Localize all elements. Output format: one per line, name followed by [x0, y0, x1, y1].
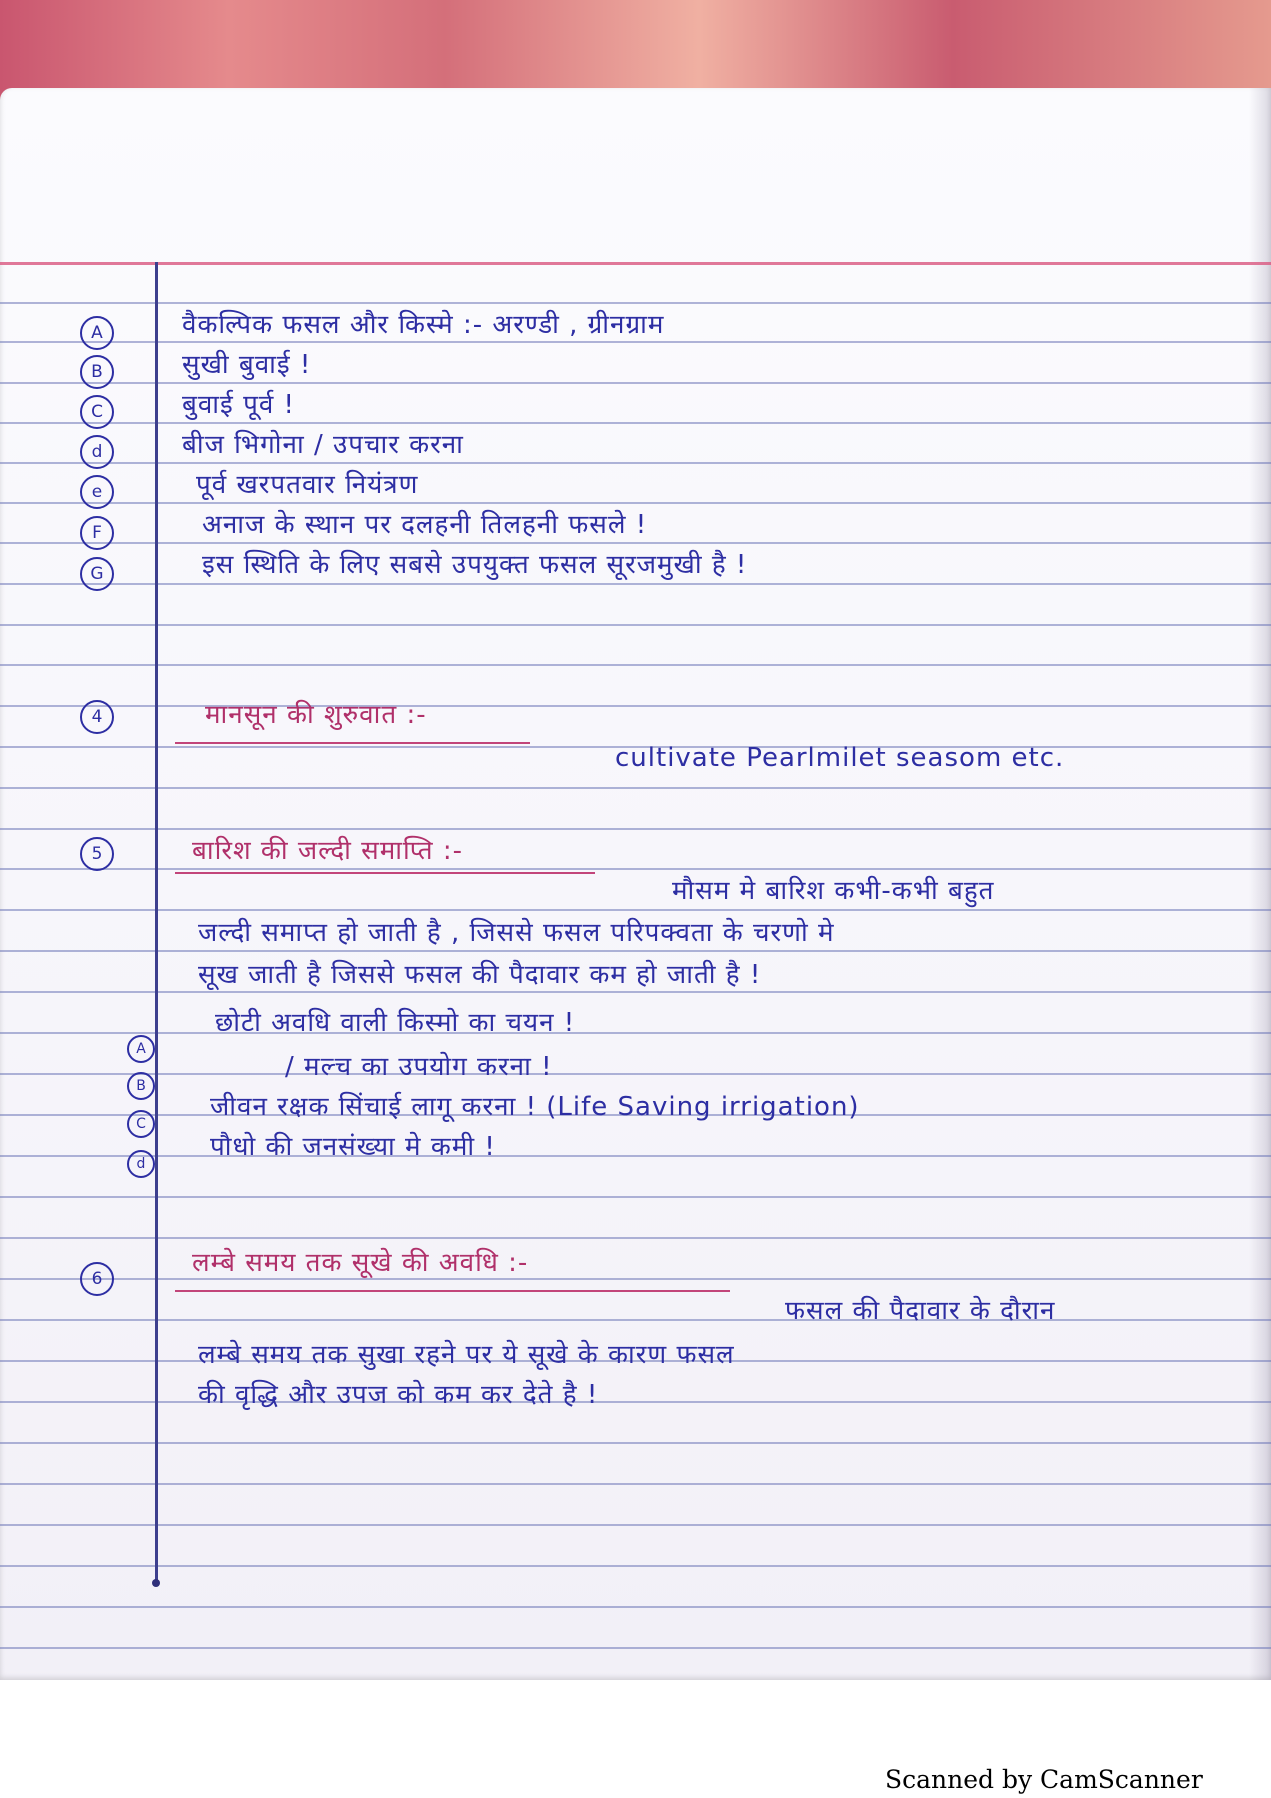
- ruled-line: [0, 502, 1271, 504]
- paragraph-line: की वृद्धि और उपज को कम कर देते है !: [198, 1380, 599, 1410]
- section-number: 6: [80, 1262, 114, 1296]
- list-label: e: [80, 475, 114, 509]
- ruled-line: [0, 991, 1271, 993]
- paragraph-line: जल्दी समाप्त हो जाती है , जिससे फसल परिपक्वता के चरणो मे: [198, 918, 835, 948]
- heading-underline: [175, 1290, 730, 1292]
- ruled-line: [0, 705, 1271, 707]
- ruled-line: [0, 382, 1271, 384]
- ruled-line: [0, 1278, 1271, 1280]
- list-label: B: [80, 355, 114, 389]
- list-item: पौधो की जनसंख्या मे कमी !: [210, 1132, 496, 1162]
- ruled-line: [0, 1565, 1271, 1567]
- ruled-line: [0, 624, 1271, 626]
- ruled-line: [0, 664, 1271, 666]
- ruled-line: [0, 462, 1271, 464]
- ruled-line: [0, 1606, 1271, 1608]
- ruled-line: [0, 868, 1271, 870]
- ruled-line: [0, 583, 1271, 585]
- ruled-line: [0, 302, 1271, 304]
- list-item: अनाज के स्थान पर दलहनी तिलहनी फसले !: [202, 510, 648, 540]
- scanner-watermark: Scanned by CamScanner: [885, 1765, 1203, 1794]
- list-label: d: [127, 1150, 155, 1178]
- ruled-line: [0, 1442, 1271, 1444]
- ruled-line: [0, 1196, 1271, 1198]
- paragraph-line: मौसम मे बारिश कभी-कभी बहुत: [672, 876, 995, 906]
- list-label: C: [127, 1110, 155, 1138]
- ruled-line: [0, 341, 1271, 343]
- list-item: बुवाई पूर्व !: [182, 390, 295, 420]
- section-number: 5: [80, 837, 114, 871]
- list-item: पूर्व खरपतवार नियंत्रण: [196, 470, 419, 500]
- list-item: वैकल्पिक फसल और किस्मे :- अरण्डी , ग्रीनग्राम: [182, 310, 665, 340]
- list-label: C: [80, 395, 114, 429]
- ruled-line: [0, 1155, 1271, 1157]
- ruled-line: [0, 787, 1271, 789]
- list-item: सुखी बुवाई !: [182, 350, 312, 380]
- list-label: G: [80, 557, 114, 591]
- ruled-line: [0, 909, 1271, 911]
- ruled-line: [0, 1647, 1271, 1649]
- ruled-line: [0, 1401, 1271, 1403]
- section-heading: लम्बे समय तक सूखे की अवधि :-: [192, 1248, 529, 1278]
- section-number: 4: [80, 700, 114, 734]
- heading-underline: [175, 742, 530, 744]
- section-heading: मानसून की शुरुवात :-: [205, 700, 427, 730]
- ruled-line: [0, 950, 1271, 952]
- ruled-line: [0, 1073, 1271, 1075]
- list-label: A: [127, 1035, 155, 1063]
- ruled-line: [0, 1319, 1271, 1321]
- paragraph-line: लम्बे समय तक सुखा रहने पर ये सूखे के कारण फसल: [198, 1340, 735, 1370]
- list-label: B: [127, 1072, 155, 1100]
- section-body: cultivate Pearlmilet seasom etc.: [615, 743, 1065, 773]
- margin-line: [155, 262, 158, 1582]
- list-item: इस स्थिति के लिए सबसे उपयुक्त फसल सूरजमुखी है !: [202, 550, 748, 580]
- list-item: / मल्च का उपयोग करना !: [285, 1052, 553, 1082]
- paragraph-line: सूख जाती है जिससे फसल की पैदावार कम हो जाती है !: [198, 960, 762, 990]
- ruled-line: [0, 1237, 1271, 1239]
- ruled-line: [0, 1483, 1271, 1485]
- list-label: d: [80, 435, 114, 469]
- list-item: बीज भिगोना / उपचार करना: [182, 430, 464, 460]
- ruled-line: [0, 1524, 1271, 1526]
- list-label: F: [80, 516, 114, 550]
- ink-dot: [152, 1579, 160, 1587]
- top-margin-line: [0, 262, 1271, 265]
- ruled-line: [0, 1032, 1271, 1034]
- section-heading: बारिश की जल्दी समाप्ति :-: [192, 836, 463, 866]
- heading-underline: [175, 872, 595, 874]
- list-item: छोटी अवधि वाली किस्मो का चयन !: [215, 1008, 576, 1038]
- paragraph-line: फसल की पैदावार के दौरान: [785, 1296, 1056, 1326]
- ruled-line: [0, 828, 1271, 830]
- ruled-line: [0, 422, 1271, 424]
- list-label: A: [80, 316, 114, 350]
- ruled-line: [0, 542, 1271, 544]
- list-item: जीवन रक्षक सिंचाई लागू करना ! (Life Saving irrigation): [210, 1092, 860, 1122]
